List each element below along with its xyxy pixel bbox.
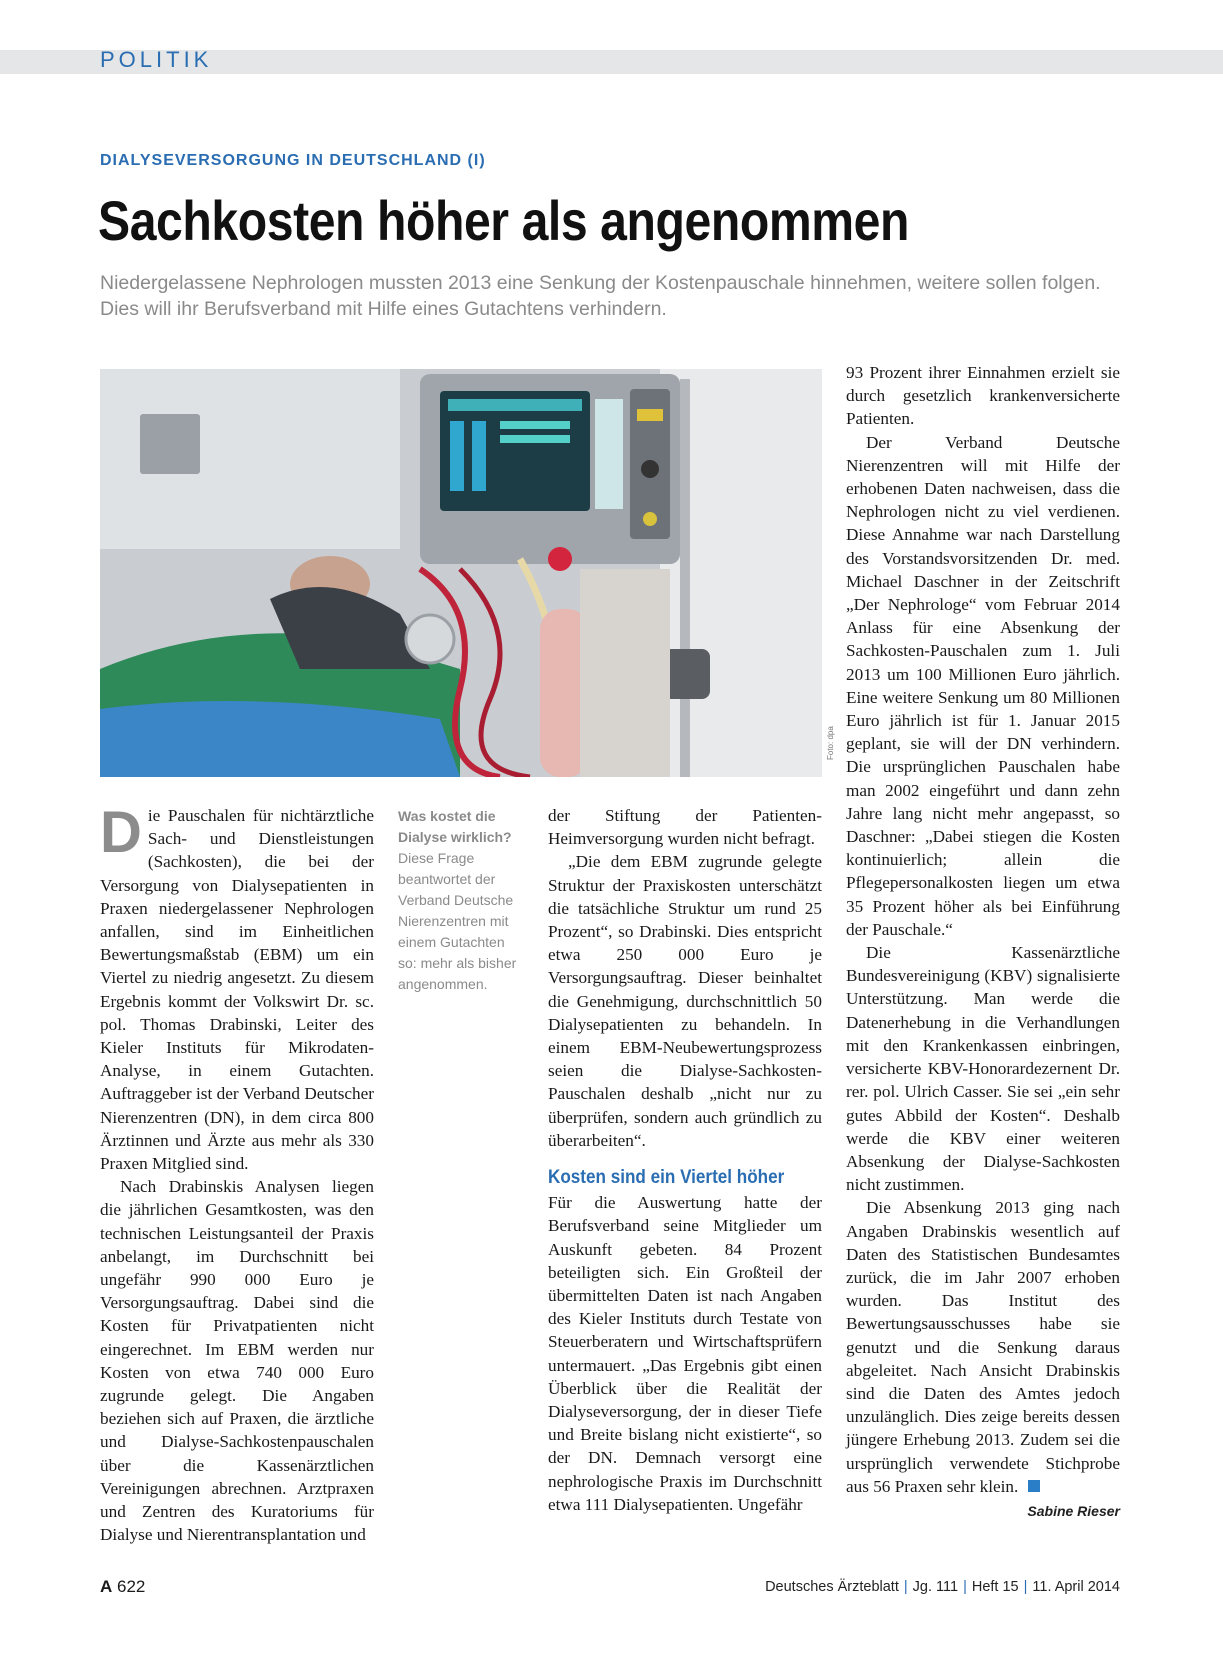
article-title: Sachkosten höher als angenommen — [98, 189, 909, 252]
subheading: Kosten sind ein Viertel höher — [548, 1167, 785, 1189]
column-3 — [548, 804, 822, 1516]
margin-note — [398, 806, 522, 995]
journal-date: 11. April 2014 — [1032, 1579, 1120, 1595]
article-kicker: DIALYSEVERSORGUNG IN DEUTSCHLAND (I) — [100, 152, 486, 169]
journal-name: Deutsches Ärzteblatt — [765, 1579, 899, 1595]
margin-note-text: Diese Frage beantwortet der Verband Deutsche Nierenzentren mit einem Gutachten so: mehr als bisher angenommen. — [398, 850, 517, 992]
paragraph: „Die dem EBM zugrunde gelegte Struktur der Praxiskosten unterschätzt die tatsächliche Struktur um rund 25 Prozent“, so Drabinski. Dies entspricht etwa 250 000 Euro je Versorgungsauftrag. Dieser beinhaltet die Genehmigung, durchschnittlich 50 Dialysepatienten zu behandeln. In einem EBM-Neubewertungsprozess seien die Dialyse-Sachkosten-Pauschalen deshalb „nicht nur zu überprüfen, sondern auch gründlich zu überarbeiten“. — [548, 852, 822, 1150]
journal-info: Deutsches Ärzteblatt | Jg. 111 | Heft 15 | 11. April 2014 — [765, 1579, 1120, 1595]
dialysis-machine-photo — [100, 369, 822, 777]
article-lead: Niedergelassene Nephrologen mussten 2013 eine Senkung der Kostenpauschale hinnehmen, weitere sollen folgen. Dies will ihr Berufsverband mit Hilfe eines Gutachtens verhindern. — [100, 272, 1101, 320]
paragraph: Für die Auswertung hatte der Berufsverband seine Mitglieder um Auskunft gebeten. 84 Prozent beteiligten sich. Ein Großteil der übermittelten Daten ist nach Angaben des Kieler Instituts durch Testate von Steuerberatern und Wirtschaftsprüfern untermauert. „Das Ergebnis gibt einen Überblick über die Realität der Dialyseversorgung, der in dieser Tiefe und Breite bislang nicht existierte“, so der DN. Demnach versorgt eine nephrologische Praxis im Durchschnitt etwa 111 Dialysepatienten. Ungefähr — [548, 1193, 822, 1514]
author-name: Sabine Rieser — [1027, 1502, 1120, 1519]
drop-cap: D — [100, 800, 142, 865]
page-number: A 622 — [100, 1577, 146, 1596]
paragraph: Die Pauschalen für nichtärztliche Sach- und Dienstleistungen (Sachkosten), die bei der Versorgung von Dialysepatienten in Praxen niedergelassener Nephrologen anfallen, sind im Einheitlichen Bewertungsmaßstab (EBM) um ein Viertel zu niedrig angesetzt. Zu diesem Ergebnis kommt der Volkswirt Dr. sc. pol. Thomas Drabinski, Leiter des Kieler Instituts für Mikrodaten-Analyse, in einem Gutachten. Auftraggeber ist der Verband Deutscher Nierenzentren (DN), in dem circa 800 Ärztinnen und Ärzte aus mehr als 330 Praxen Mitglied sind. — [100, 800, 374, 1174]
paragraph: Nach Drabinskis Analysen liegen die jährlichen Gesamtkosten, was den technischen Leistungsanteil der Praxis anbelangt, im Durchschnitt bei ungefähr 990 000 Euro je Versorgungsauftrag. Dabei sind die Kosten für Privatpatienten nicht eingerechnet. Im EBM werden nur Kosten von etwa 740 000 Euro zugrunde gelegt. Die Angaben beziehen sich auf Praxen, die ärztliche und Dialyse-Sachkostenpauschalen über die Kassenärztlichen Vereinigungen abrechnen. Arztpraxen und Zentren des Kuratoriums für Dialyse und Nierentransplantation und — [100, 1177, 374, 1545]
paragraph: Die Absenkung 2013 ging nach Angaben Drabinskis wesentlich auf Daten des Statistischen Bundesamtes zurück, die im Jahr 2007 erhoben wurden. Das Institut des Bewertungsausschusses habe sie genutzt und die Senkung daraus abgeleitet. Nach Ansicht Drabinskis sind die Daten des Amtes jedoch unzulänglich. Dies zeige bereits dessen jüngere Erhebung 2013. Zudem sei die ursprünglich verwendete Stichprobe aus 56 Praxen sehr klein. — [846, 1198, 1120, 1496]
paragraph: Der Verband Deutsche Nierenzentren will mit Hilfe der erhobenen Daten nachweisen, dass die Nephrologen nicht zu viel verdienen. Diese Annahme war nach Darstellung des Vorstandsvorsitzenden Dr. med. Michael Daschner in der Zeitschrift „Der Nephrologe“ vom Februar 2014 Anlass für eine Absenkung der Sachkosten-Pauschalen zum 1. Juli 2013 um 100 Millionen Euro jährlich. Eine weitere Senkung um 80 Millionen Euro jährlich ist für 1. Januar 2015 geplant, sie will der DN verhindern. Die ursprünglichen Pauschalen habe man 2002 eingeführt und dann zehn Jahre lang nicht mehr angepasst, so Daschner: „Dabei stiegen die Kosten kontinuierlich; allein die Pflegepersonalkosten liegen um etwa 35 Prozent höher als bei Einführung der Pauschale.“ — [846, 432, 1120, 939]
paragraph: 93 Prozent ihrer Einnahmen erzielt sie durch gesetzlich krankenversicherte Patienten. — [846, 363, 1120, 429]
journal-volume: Jg. 111 — [912, 1579, 959, 1595]
paragraph: der Stiftung der Patienten-Heimversorgung wurden nicht befragt. — [548, 806, 822, 849]
column-1 — [100, 800, 374, 1547]
paragraph: Die Kassenärztliche Bundesvereinigung (KBV) signalisierte Unterstützung. Man werde die Datenerhebung in die Verhandlungen mit den Krankenkassen einbringen, versicherte KBV-Honorardezernent Dr. rer. pol. Ulrich Casser. Sie sei „ein sehr gutes Abbild der Kosten“. Deshalb werde die KBV einer weiteren Absenkung der Dialyse-Sachkosten nicht zustimmen. — [846, 943, 1120, 1195]
margin-note-question: Was kostet die Dialyse wirklich? — [398, 808, 512, 845]
end-mark-icon — [1028, 1480, 1040, 1492]
section-label: POLITIK — [100, 47, 213, 72]
journal-issue: Heft 15 — [971, 1579, 1019, 1595]
column-4 — [846, 361, 1120, 1523]
photo-credit: Foto: dpa — [826, 726, 835, 760]
